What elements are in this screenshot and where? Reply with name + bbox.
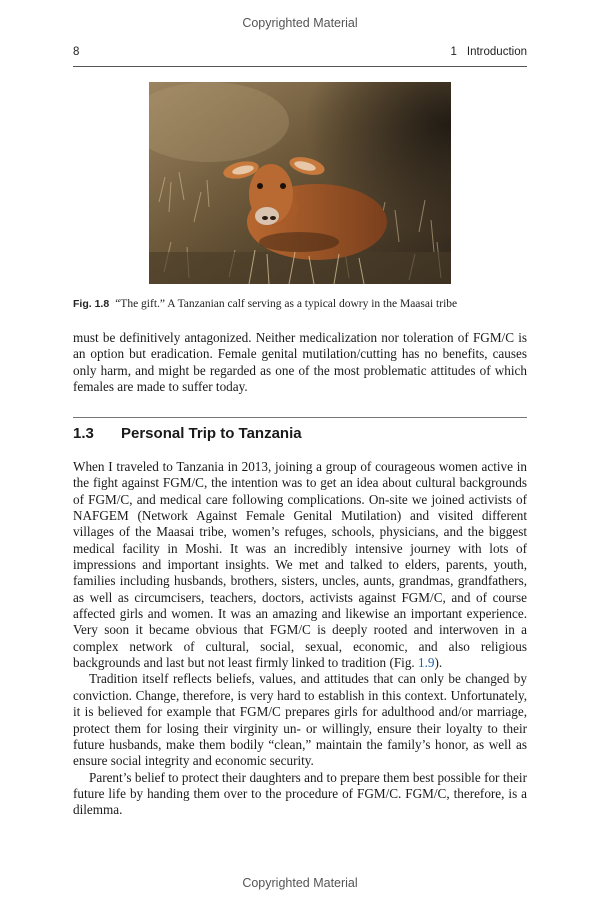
figure-label: Fig. 1.8 [73,298,110,310]
calf-photo [149,82,451,284]
figure-caption-text: “The gift.” A Tanzanian calf serving as a typical dowry in the Maasai tribe [115,298,458,310]
figure-caption [73,297,527,311]
section-paragraph-3: Parent’s belief to protect their daughters and to prepare them best possible for their future life by handing them over to the procedure of FGM/C. FGM/C, therefore, is a dilemma. [73,769,527,818]
header-rule [73,66,527,67]
chapter-title: Introduction [466,46,527,58]
copyright-watermark-bottom: Copyrighted Material [242,876,358,890]
paragraph-1-text: When I traveled to Tanzania in 2013, joining a group of courageous women active in the fight against FGM/C, the intention was to get an idea about cultural backgrounds of FGM/C, and medical care following complications. On-site we joined activists of NAFGEM (Network Against Female Genital Mutilation) and visited different villages of the Maasai tribe, women’s refuges, schools, physicians, and the biggest medical facility in Moshi. It was an incredibly intensive journey with lots of impressions and important insights. We met and talked to elders, parents, youth, families including husbands, brothers, sisters, uncles, aunts, grandmas, grandfathers, as well as circumcisers, teachers, doctors, activists against FGM/C, and of course affected girls and women. It was an amazing and likewise an important experience. Very soon it became obvious that FGM/C is deeply rooted and interwoven in a complex network of cultural, social, sexual, economic, and also religious backgrounds and last but not least firmly linked to tradition (Fig. [73,459,527,671]
section-heading [73,425,527,442]
section-body [73,459,527,819]
copyright-watermark-top: Copyrighted Material [242,16,358,30]
figure-reference-link[interactable]: 1.9 [418,655,435,671]
chapter-label [450,46,527,58]
chapter-number: 1 [450,46,457,58]
section-paragraph-1 [73,459,527,671]
section-paragraph-2: Tradition itself reflects beliefs, values, and attitudes that can only be changed by conviction. Change, therefore, is very hard to establish in this context. Unfortunately, it is believed for example that FGM/C prepares girls for adulthood and/or marriage, protect them for losing their virginity un- or willingly, ensure their loyalty to their future husbands, make them bodily “clean,” maintain the family’s honor, as well as ensure social integrity and economic security. [73,671,527,769]
section-rule [73,417,527,418]
section-title: Personal Trip to Tanzania [121,425,302,442]
page-number: 8 [73,46,80,58]
section-number: 1.3 [73,425,94,442]
running-head [73,46,527,64]
intro-paragraph: must be definitively antagonized. Neither medicalization nor toleration of FGM/C is an option but eradication. Female genital mutilation/cutting has no benefits, causes only harm, and might be regarded as one of the most problematic attitudes of which females are made to suffer today. [73,330,527,395]
paragraph-1-end: ). [434,655,443,671]
